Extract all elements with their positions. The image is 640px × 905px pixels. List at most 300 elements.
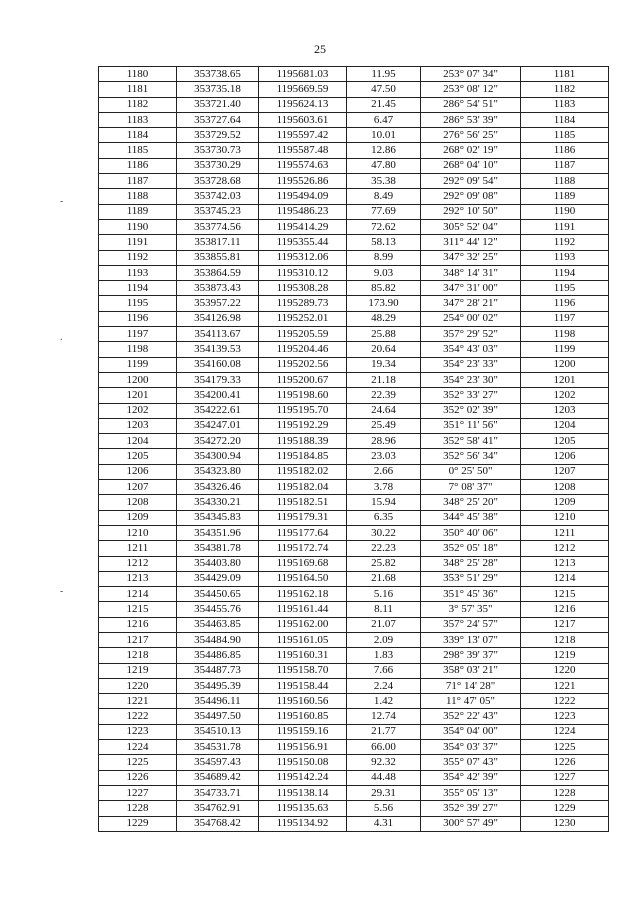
x-coordinate-cell: 353817.11 (177, 235, 259, 250)
next-point-cell: 1217 (521, 617, 609, 632)
x-coordinate-cell: 353864.59 (177, 265, 259, 280)
bearing-cell: 354° 42' 39" (421, 770, 521, 785)
point-id-cell: 1216 (99, 617, 177, 632)
bearing-cell: 348° 25' 28" (421, 556, 521, 571)
table-row (99, 112, 609, 127)
bearing-cell: 347° 28' 21" (421, 296, 521, 311)
bearing-cell: 354° 03' 37" (421, 740, 521, 755)
point-id-cell: 1210 (99, 525, 177, 540)
y-coordinate-cell: 1195134.92 (259, 816, 347, 831)
next-point-cell: 1200 (521, 357, 609, 372)
x-coordinate-cell: 354113.67 (177, 327, 259, 342)
distance-cell: 72.62 (347, 219, 421, 234)
y-coordinate-cell: 1195312.06 (259, 250, 347, 265)
x-coordinate-cell: 354768.42 (177, 816, 259, 831)
table-row (99, 755, 609, 770)
table-row (99, 235, 609, 250)
point-id-cell: 1212 (99, 556, 177, 571)
table-row (99, 785, 609, 800)
bearing-cell: 11° 47' 05" (421, 694, 521, 709)
next-point-cell: 1202 (521, 388, 609, 403)
y-coordinate-cell: 1195164.50 (259, 571, 347, 586)
next-point-cell: 1186 (521, 143, 609, 158)
x-coordinate-cell: 354597.43 (177, 755, 259, 770)
table-row (99, 541, 609, 556)
table-row (99, 219, 609, 234)
point-id-cell: 1180 (99, 67, 177, 82)
distance-cell: 58.13 (347, 235, 421, 250)
y-coordinate-cell: 1195156.91 (259, 740, 347, 755)
next-point-cell: 1206 (521, 449, 609, 464)
y-coordinate-cell: 1195158.44 (259, 678, 347, 693)
point-id-cell: 1214 (99, 587, 177, 602)
next-point-cell: 1184 (521, 112, 609, 127)
x-coordinate-cell: 354495.39 (177, 678, 259, 693)
table-row (99, 587, 609, 602)
y-coordinate-cell: 1195160.85 (259, 709, 347, 724)
x-coordinate-cell: 354531.78 (177, 740, 259, 755)
point-id-cell: 1203 (99, 418, 177, 433)
point-id-cell: 1228 (99, 801, 177, 816)
bearing-cell: 354° 23' 30" (421, 372, 521, 387)
next-point-cell: 1194 (521, 265, 609, 280)
table-row (99, 403, 609, 418)
table-row (99, 632, 609, 647)
x-coordinate-cell: 354139.53 (177, 342, 259, 357)
next-point-cell: 1203 (521, 403, 609, 418)
next-point-cell: 1209 (521, 495, 609, 510)
table-row (99, 724, 609, 739)
table-row (99, 770, 609, 785)
table-row (99, 342, 609, 357)
coordinates-table-body (99, 67, 609, 832)
point-id-cell: 1186 (99, 158, 177, 173)
distance-cell: 22.39 (347, 388, 421, 403)
x-coordinate-cell: 354486.85 (177, 648, 259, 663)
next-point-cell: 1212 (521, 541, 609, 556)
y-coordinate-cell: 1195624.13 (259, 97, 347, 112)
table-row (99, 67, 609, 82)
table-row (99, 480, 609, 495)
bearing-cell: 253° 08' 12" (421, 82, 521, 97)
next-point-cell: 1190 (521, 204, 609, 219)
table-row (99, 357, 609, 372)
bearing-cell: 253° 07' 34" (421, 67, 521, 82)
y-coordinate-cell: 1195574.63 (259, 158, 347, 173)
table-row (99, 709, 609, 724)
bearing-cell: 348° 14' 31" (421, 265, 521, 280)
x-coordinate-cell: 354381.78 (177, 541, 259, 556)
y-coordinate-cell: 1195681.03 (259, 67, 347, 82)
x-coordinate-cell: 353745.23 (177, 204, 259, 219)
bearing-cell: 351° 45' 36" (421, 587, 521, 602)
point-id-cell: 1182 (99, 97, 177, 112)
y-coordinate-cell: 1195252.01 (259, 311, 347, 326)
bearing-cell: 286° 53' 39" (421, 112, 521, 127)
x-coordinate-cell: 354497.50 (177, 709, 259, 724)
bearing-cell: 352° 33' 27" (421, 388, 521, 403)
y-coordinate-cell: 1195161.44 (259, 602, 347, 617)
point-id-cell: 1187 (99, 174, 177, 189)
next-point-cell: 1182 (521, 82, 609, 97)
point-id-cell: 1185 (99, 143, 177, 158)
point-id-cell: 1188 (99, 189, 177, 204)
distance-cell: 25.49 (347, 418, 421, 433)
x-coordinate-cell: 354351.96 (177, 525, 259, 540)
x-coordinate-cell: 353738.65 (177, 67, 259, 82)
distance-cell: 8.49 (347, 189, 421, 204)
distance-cell: 92.32 (347, 755, 421, 770)
next-point-cell: 1229 (521, 801, 609, 816)
y-coordinate-cell: 1195135.63 (259, 801, 347, 816)
x-coordinate-cell: 353873.43 (177, 281, 259, 296)
y-coordinate-cell: 1195195.70 (259, 403, 347, 418)
y-coordinate-cell: 1195494.09 (259, 189, 347, 204)
table-row (99, 495, 609, 510)
bearing-cell: 300° 57' 49" (421, 816, 521, 831)
bearing-cell: 268° 04' 10" (421, 158, 521, 173)
bearing-cell: 351° 11' 56" (421, 418, 521, 433)
point-id-cell: 1222 (99, 709, 177, 724)
point-id-cell: 1226 (99, 770, 177, 785)
y-coordinate-cell: 1195177.64 (259, 525, 347, 540)
bearing-cell: 352° 02' 39" (421, 403, 521, 418)
x-coordinate-cell: 354126.98 (177, 311, 259, 326)
bearing-cell: 347° 31' 00" (421, 281, 521, 296)
bearing-cell: 339° 13' 07" (421, 632, 521, 647)
next-point-cell: 1223 (521, 709, 609, 724)
point-id-cell: 1197 (99, 327, 177, 342)
distance-cell: 15.94 (347, 495, 421, 510)
distance-cell: 35.38 (347, 174, 421, 189)
x-coordinate-cell: 353727.64 (177, 112, 259, 127)
distance-cell: 28.96 (347, 434, 421, 449)
y-coordinate-cell: 1195158.70 (259, 663, 347, 678)
bearing-cell: 292° 10' 50" (421, 204, 521, 219)
table-row (99, 740, 609, 755)
next-point-cell: 1220 (521, 663, 609, 678)
point-id-cell: 1225 (99, 755, 177, 770)
next-point-cell: 1195 (521, 281, 609, 296)
distance-cell: 21.45 (347, 97, 421, 112)
bearing-cell: 352° 56' 34" (421, 449, 521, 464)
table-row (99, 678, 609, 693)
y-coordinate-cell: 1195202.56 (259, 357, 347, 372)
y-coordinate-cell: 1195204.46 (259, 342, 347, 357)
x-coordinate-cell: 353855.81 (177, 250, 259, 265)
next-point-cell: 1210 (521, 510, 609, 525)
y-coordinate-cell: 1195597.42 (259, 128, 347, 143)
distance-cell: 1.83 (347, 648, 421, 663)
point-id-cell: 1183 (99, 112, 177, 127)
bearing-cell: 71° 14' 28" (421, 678, 521, 693)
x-coordinate-cell: 354496.11 (177, 694, 259, 709)
next-point-cell: 1198 (521, 327, 609, 342)
x-coordinate-cell: 354272.20 (177, 434, 259, 449)
bearing-cell: 276° 56' 25" (421, 128, 521, 143)
distance-cell: 25.82 (347, 556, 421, 571)
x-coordinate-cell: 354484.90 (177, 632, 259, 647)
distance-cell: 30.22 (347, 525, 421, 540)
next-point-cell: 1221 (521, 678, 609, 693)
distance-cell: 21.68 (347, 571, 421, 586)
bearing-cell: 311° 44' 12" (421, 235, 521, 250)
next-point-cell: 1230 (521, 816, 609, 831)
next-point-cell: 1191 (521, 219, 609, 234)
bearing-cell: 355° 07' 43" (421, 755, 521, 770)
next-point-cell: 1181 (521, 67, 609, 82)
bearing-cell: 350° 40' 06" (421, 525, 521, 540)
distance-cell: 5.56 (347, 801, 421, 816)
y-coordinate-cell: 1195310.12 (259, 265, 347, 280)
distance-cell: 22.23 (347, 541, 421, 556)
point-id-cell: 1215 (99, 602, 177, 617)
distance-cell: 77.69 (347, 204, 421, 219)
x-coordinate-cell: 354247.01 (177, 418, 259, 433)
y-coordinate-cell: 1195526.86 (259, 174, 347, 189)
table-row (99, 602, 609, 617)
y-coordinate-cell: 1195162.00 (259, 617, 347, 632)
bearing-cell: 286° 54' 51" (421, 97, 521, 112)
point-id-cell: 1218 (99, 648, 177, 663)
x-coordinate-cell: 353774.56 (177, 219, 259, 234)
x-coordinate-cell: 354160.08 (177, 357, 259, 372)
table-row (99, 296, 609, 311)
y-coordinate-cell: 1195138.14 (259, 785, 347, 800)
table-row (99, 525, 609, 540)
point-id-cell: 1200 (99, 372, 177, 387)
point-id-cell: 1227 (99, 785, 177, 800)
page-number: 25 (314, 42, 326, 56)
bearing-cell: 347° 32' 25" (421, 250, 521, 265)
table-row (99, 97, 609, 112)
next-point-cell: 1193 (521, 250, 609, 265)
distance-cell: 6.35 (347, 510, 421, 525)
x-coordinate-cell: 353735.18 (177, 82, 259, 97)
y-coordinate-cell: 1195198.60 (259, 388, 347, 403)
point-id-cell: 1221 (99, 694, 177, 709)
next-point-cell: 1188 (521, 174, 609, 189)
y-coordinate-cell: 1195192.29 (259, 418, 347, 433)
next-point-cell: 1201 (521, 372, 609, 387)
distance-cell: 4.31 (347, 816, 421, 831)
x-coordinate-cell: 354200.41 (177, 388, 259, 403)
y-coordinate-cell: 1195142.24 (259, 770, 347, 785)
next-point-cell: 1196 (521, 296, 609, 311)
distance-cell: 11.95 (347, 67, 421, 82)
distance-cell: 24.64 (347, 403, 421, 418)
distance-cell: 12.86 (347, 143, 421, 158)
distance-cell: 2.66 (347, 464, 421, 479)
table-row (99, 265, 609, 280)
next-point-cell: 1183 (521, 97, 609, 112)
table-row (99, 327, 609, 342)
point-id-cell: 1220 (99, 678, 177, 693)
table-row (99, 556, 609, 571)
x-coordinate-cell: 354487.73 (177, 663, 259, 678)
bearing-cell: 354° 04' 00" (421, 724, 521, 739)
next-point-cell: 1189 (521, 189, 609, 204)
distance-cell: 10.01 (347, 128, 421, 143)
next-point-cell: 1199 (521, 342, 609, 357)
bearing-cell: 348° 25' 20" (421, 495, 521, 510)
y-coordinate-cell: 1195603.61 (259, 112, 347, 127)
x-coordinate-cell: 354762.91 (177, 801, 259, 816)
y-coordinate-cell: 1195159.16 (259, 724, 347, 739)
table-row (99, 250, 609, 265)
bearing-cell: 7° 08' 37" (421, 480, 521, 495)
table-row (99, 189, 609, 204)
point-id-cell: 1181 (99, 82, 177, 97)
distance-cell: 48.29 (347, 311, 421, 326)
x-coordinate-cell: 354455.76 (177, 602, 259, 617)
point-id-cell: 1201 (99, 388, 177, 403)
table-row (99, 311, 609, 326)
y-coordinate-cell: 1195162.18 (259, 587, 347, 602)
x-coordinate-cell: 354179.33 (177, 372, 259, 387)
next-point-cell: 1227 (521, 770, 609, 785)
table-row (99, 281, 609, 296)
y-coordinate-cell: 1195188.39 (259, 434, 347, 449)
next-point-cell: 1214 (521, 571, 609, 586)
table-row (99, 82, 609, 97)
point-id-cell: 1190 (99, 219, 177, 234)
point-id-cell: 1204 (99, 434, 177, 449)
next-point-cell: 1219 (521, 648, 609, 663)
bearing-cell: 357° 29' 52" (421, 327, 521, 342)
coordinates-table (98, 66, 609, 832)
y-coordinate-cell: 1195161.05 (259, 632, 347, 647)
distance-cell: 8.99 (347, 250, 421, 265)
point-id-cell: 1224 (99, 740, 177, 755)
next-point-cell: 1207 (521, 464, 609, 479)
bearing-cell: 254° 00' 02" (421, 311, 521, 326)
next-point-cell: 1187 (521, 158, 609, 173)
point-id-cell: 1211 (99, 541, 177, 556)
x-coordinate-cell: 353729.52 (177, 128, 259, 143)
distance-cell: 47.80 (347, 158, 421, 173)
point-id-cell: 1192 (99, 250, 177, 265)
point-id-cell: 1217 (99, 632, 177, 647)
table-row (99, 510, 609, 525)
bearing-cell: 3° 57' 35" (421, 602, 521, 617)
x-coordinate-cell: 354450.65 (177, 587, 259, 602)
next-point-cell: 1226 (521, 755, 609, 770)
bearing-cell: 354° 23' 33" (421, 357, 521, 372)
point-id-cell: 1208 (99, 495, 177, 510)
bearing-cell: 292° 09' 54" (421, 174, 521, 189)
point-id-cell: 1205 (99, 449, 177, 464)
next-point-cell: 1192 (521, 235, 609, 250)
point-id-cell: 1195 (99, 296, 177, 311)
bearing-cell: 352° 22' 43" (421, 709, 521, 724)
distance-cell: 20.64 (347, 342, 421, 357)
point-id-cell: 1207 (99, 480, 177, 495)
table-row (99, 158, 609, 173)
table-row (99, 388, 609, 403)
y-coordinate-cell: 1195182.51 (259, 495, 347, 510)
distance-cell: 66.00 (347, 740, 421, 755)
distance-cell: 6.47 (347, 112, 421, 127)
x-coordinate-cell: 353730.73 (177, 143, 259, 158)
table-row (99, 648, 609, 663)
distance-cell: 25.88 (347, 327, 421, 342)
x-coordinate-cell: 353728.68 (177, 174, 259, 189)
bearing-cell: 298° 39' 37" (421, 648, 521, 663)
table-row (99, 617, 609, 632)
y-coordinate-cell: 1195169.68 (259, 556, 347, 571)
table-row (99, 694, 609, 709)
y-coordinate-cell: 1195172.74 (259, 541, 347, 556)
bearing-cell: 352° 05' 18" (421, 541, 521, 556)
bearing-cell: 268° 02' 19" (421, 143, 521, 158)
next-point-cell: 1197 (521, 311, 609, 326)
y-coordinate-cell: 1195200.67 (259, 372, 347, 387)
y-coordinate-cell: 1195308.28 (259, 281, 347, 296)
y-coordinate-cell: 1195289.73 (259, 296, 347, 311)
point-id-cell: 1209 (99, 510, 177, 525)
point-id-cell: 1213 (99, 571, 177, 586)
distance-cell: 85.82 (347, 281, 421, 296)
margin-mark: . (60, 332, 63, 343)
x-coordinate-cell: 354733.71 (177, 785, 259, 800)
distance-cell: 2.09 (347, 632, 421, 647)
distance-cell: 2.24 (347, 678, 421, 693)
next-point-cell: 1216 (521, 602, 609, 617)
table-row (99, 571, 609, 586)
next-point-cell: 1205 (521, 434, 609, 449)
next-point-cell: 1218 (521, 632, 609, 647)
distance-cell: 29.31 (347, 785, 421, 800)
x-coordinate-cell: 353721.40 (177, 97, 259, 112)
y-coordinate-cell: 1195414.29 (259, 219, 347, 234)
table-row (99, 449, 609, 464)
distance-cell: 12.74 (347, 709, 421, 724)
distance-cell: 173.90 (347, 296, 421, 311)
distance-cell: 9.03 (347, 265, 421, 280)
next-point-cell: 1185 (521, 128, 609, 143)
distance-cell: 47.50 (347, 82, 421, 97)
distance-cell: 23.03 (347, 449, 421, 464)
next-point-cell: 1222 (521, 694, 609, 709)
point-id-cell: 1189 (99, 204, 177, 219)
distance-cell: 44.48 (347, 770, 421, 785)
table-row (99, 418, 609, 433)
distance-cell: 21.77 (347, 724, 421, 739)
y-coordinate-cell: 1195669.59 (259, 82, 347, 97)
y-coordinate-cell: 1195150.08 (259, 755, 347, 770)
next-point-cell: 1215 (521, 587, 609, 602)
y-coordinate-cell: 1195160.31 (259, 648, 347, 663)
next-point-cell: 1208 (521, 480, 609, 495)
distance-cell: 8.11 (347, 602, 421, 617)
distance-cell: 21.18 (347, 372, 421, 387)
distance-cell: 5.16 (347, 587, 421, 602)
point-id-cell: 1198 (99, 342, 177, 357)
x-coordinate-cell: 354323.80 (177, 464, 259, 479)
point-id-cell: 1219 (99, 663, 177, 678)
x-coordinate-cell: 354429.09 (177, 571, 259, 586)
next-point-cell: 1204 (521, 418, 609, 433)
table-row (99, 204, 609, 219)
bearing-cell: 352° 58' 41" (421, 434, 521, 449)
next-point-cell: 1213 (521, 556, 609, 571)
y-coordinate-cell: 1195205.59 (259, 327, 347, 342)
y-coordinate-cell: 1195182.04 (259, 480, 347, 495)
table-row (99, 801, 609, 816)
y-coordinate-cell: 1195182.02 (259, 464, 347, 479)
table-row (99, 464, 609, 479)
